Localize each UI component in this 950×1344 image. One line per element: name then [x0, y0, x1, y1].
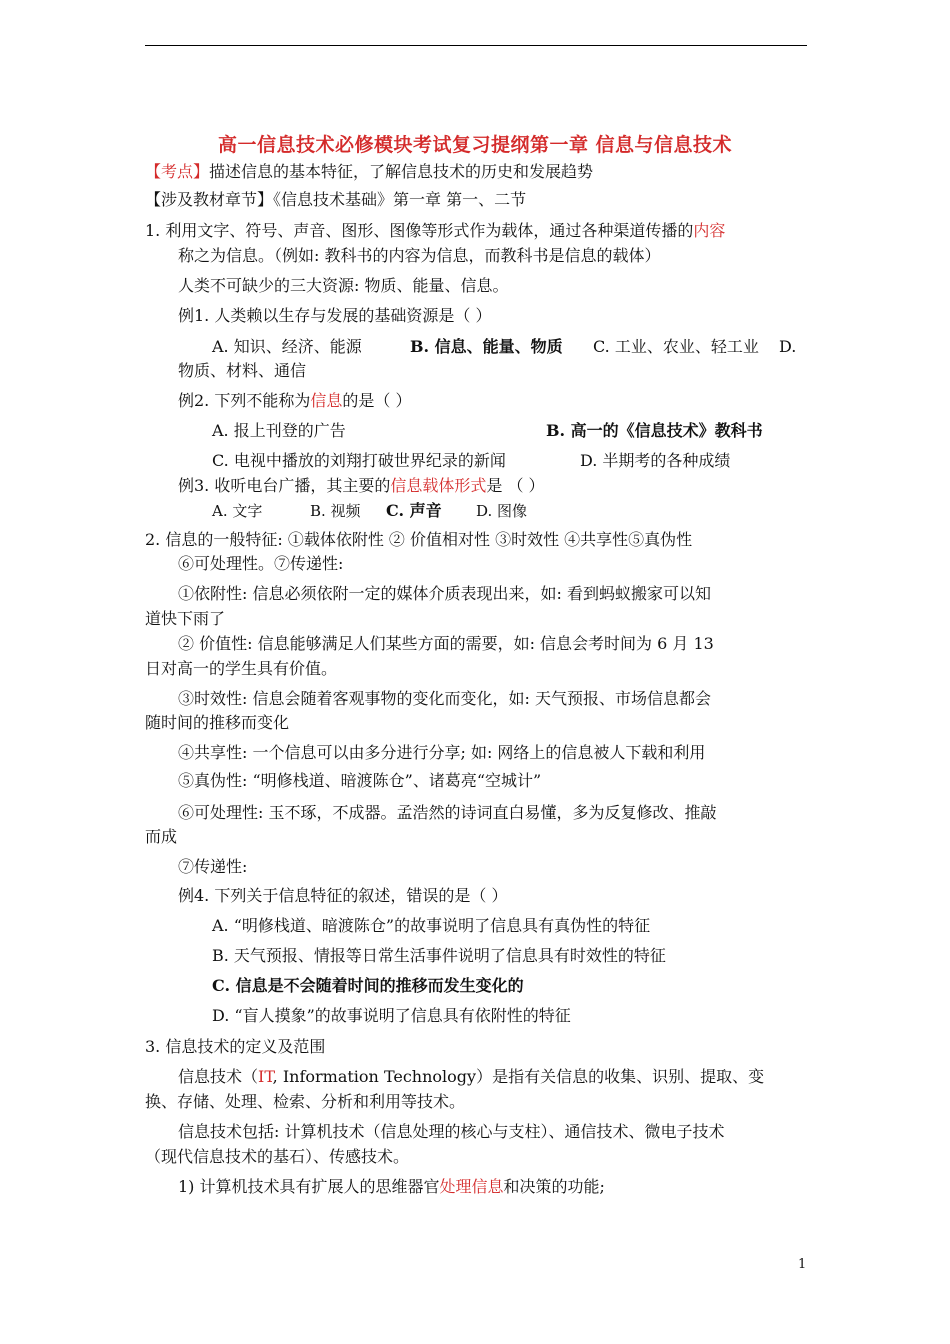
s3-item1-tail: 和决策的功能; [503, 1177, 605, 1196]
s1-line2: 称之为信息。（例如: 教科书的内容为信息，而教科书是信息的载体） [178, 246, 661, 265]
ex3-option-d: D. 图像 [476, 502, 528, 520]
ex3-question [178, 475, 545, 497]
ex3-option-b: B. 视频 [310, 502, 361, 520]
page-number: 1 [798, 1257, 807, 1272]
feature-1-line2: 道快下雨了 [145, 609, 226, 628]
ex2-option-a: A. 报上刊登的广告 [212, 421, 346, 440]
s1-line1 [145, 220, 725, 242]
feature-6-line2: 而成 [145, 827, 178, 846]
s1-line3: 人类不可缺少的三大资源: 物质、能量、信息。 [178, 276, 509, 295]
feature-6-line1: ⑥可处理性: 玉不琢，不成器。孟浩然的诗词直白易懂，多为反复修改、推敲 [178, 803, 717, 822]
ex3-question-text: 例3. 收听电台广播，其主要的 [178, 476, 391, 495]
ex3-question-tail: 是 （ ） [486, 476, 545, 495]
s3-definition-highlight: IT [258, 1067, 273, 1086]
ex1-option-d-text: 物质、材料、通信 [178, 361, 307, 380]
ex3-option-c: C. 声音 [386, 501, 442, 520]
ex2-option-b: B. 高一的《信息技术》教科书 [546, 421, 763, 440]
s3-item1-highlight: 处理信息 [439, 1177, 504, 1196]
kaodian-text: 描述信息的基本特征，了解信息技术的历史和发展趋势 [209, 162, 594, 181]
ex2-question [178, 390, 411, 412]
feature-4: ④共享性: 一个信息可以由多分进行分享; 如: 网络上的信息被人下载和利用 [178, 743, 706, 762]
feature-3-line1: ③时效性: 信息会随着客观事物的变化而变化，如: 天气预报、市场信息都会 [178, 689, 711, 708]
s3-definition-line1 [178, 1066, 764, 1088]
feature-7: ⑦传递性: [178, 857, 248, 876]
s1-line1-highlight: 内容 [693, 221, 726, 240]
ex2-option-d: D. 半期考的各种成绩 [580, 451, 731, 470]
s3-definition-line2: 换、存储、处理、检索、分析和利用等技术。 [145, 1092, 466, 1111]
ex2-question-text: 例2. 下列不能称为 [178, 391, 311, 410]
feature-5: ⑤真伪性: “明修栈道、暗渡陈仓”、诸葛亮“空城计” [178, 771, 542, 790]
feature-2-line2: 日对高一的学生具有价值。 [145, 659, 338, 678]
ex3-question-highlight: 信息载体形式 [390, 476, 487, 495]
ex2-question-highlight: 信息 [310, 391, 343, 410]
ex4-question: 例4. 下列关于信息特征的叙述，错误的是（ ） [178, 886, 508, 905]
feature-3-line2: 随时间的推移而变化 [145, 713, 290, 732]
ex3-option-a: A. 文字 [212, 502, 263, 520]
chapter-line: 【涉及教材章节】《信息技术基础》第一章 第一、二节 [145, 190, 527, 209]
s2-line1: 2. 信息的一般特征: ①载体依附性 ② 价值相对性 ③时效性 ④共享性⑤真伪性 [145, 530, 693, 549]
s3-item1 [178, 1176, 605, 1198]
feature-2-line1: ② 价值性: 信息能够满足人们某些方面的需要，如: 信息会考时间为 6 月 13 [178, 634, 714, 653]
feature-1-line1: ①依附性: 信息必须依附一定的媒体介质表现出来，如: 看到蚂蚁搬家可以知 [178, 584, 711, 603]
s3-item1-text: 1) 计算机技术具有扩展人的思维器官 [178, 1177, 440, 1196]
s3-includes-line2: （现代信息技术的基石）、传感技术。 [145, 1147, 410, 1166]
ex4-option-d: D. “盲人摸象”的故事说明了信息具有依附性的特征 [212, 1006, 571, 1025]
ex1-option-d-label: D. [779, 337, 797, 356]
document-title: 高一信息技术必修模块考试复习提纲第一章 信息与信息技术 [217, 134, 733, 156]
ex1-option-b: B. 信息、能量、物质 [410, 337, 563, 356]
s2-line2: ⑥可处理性。⑦传递性: [178, 554, 344, 573]
ex1-option-c: C. 工业、农业、轻工业 [593, 337, 759, 356]
ex4-option-a: A. “明修栈道、暗渡陈仓”的故事说明了信息具有真伪性的特征 [212, 916, 651, 935]
header-rule [145, 45, 807, 46]
kaodian-line [145, 161, 593, 183]
kaodian-label: 【考点】 [145, 162, 210, 181]
ex1-question: 例1. 人类赖以生存与发展的基础资源是（ ） [178, 306, 492, 325]
ex4-option-b: B. 天气预报、情报等日常生活事件说明了信息具有时效性的特征 [212, 946, 666, 965]
ex1-option-a: A. 知识、经济、能源 [212, 337, 362, 356]
ex2-question-tail: 的是（ ） [342, 391, 412, 410]
s3-heading: 3. 信息技术的定义及范围 [145, 1037, 326, 1056]
s3-definition-tail: , Information Technology）是指有关信息的收集、识别、提取、变 [272, 1067, 765, 1086]
s3-definition-text: 信息技术（ [178, 1067, 259, 1086]
s3-includes-line1: 信息技术包括: 计算机技术（信息处理的核心与支柱）、通信技术、微电子技术 [178, 1122, 725, 1141]
ex2-option-c: C. 电视中播放的刘翔打破世界纪录的新闻 [212, 451, 506, 470]
ex4-option-c: C. 信息是不会随着时间的推移而发生变化的 [212, 976, 524, 995]
s1-line1-text: 1. 利用文字、符号、声音、图形、图像等形式作为载体，通过各种渠道传播的 [145, 221, 694, 240]
